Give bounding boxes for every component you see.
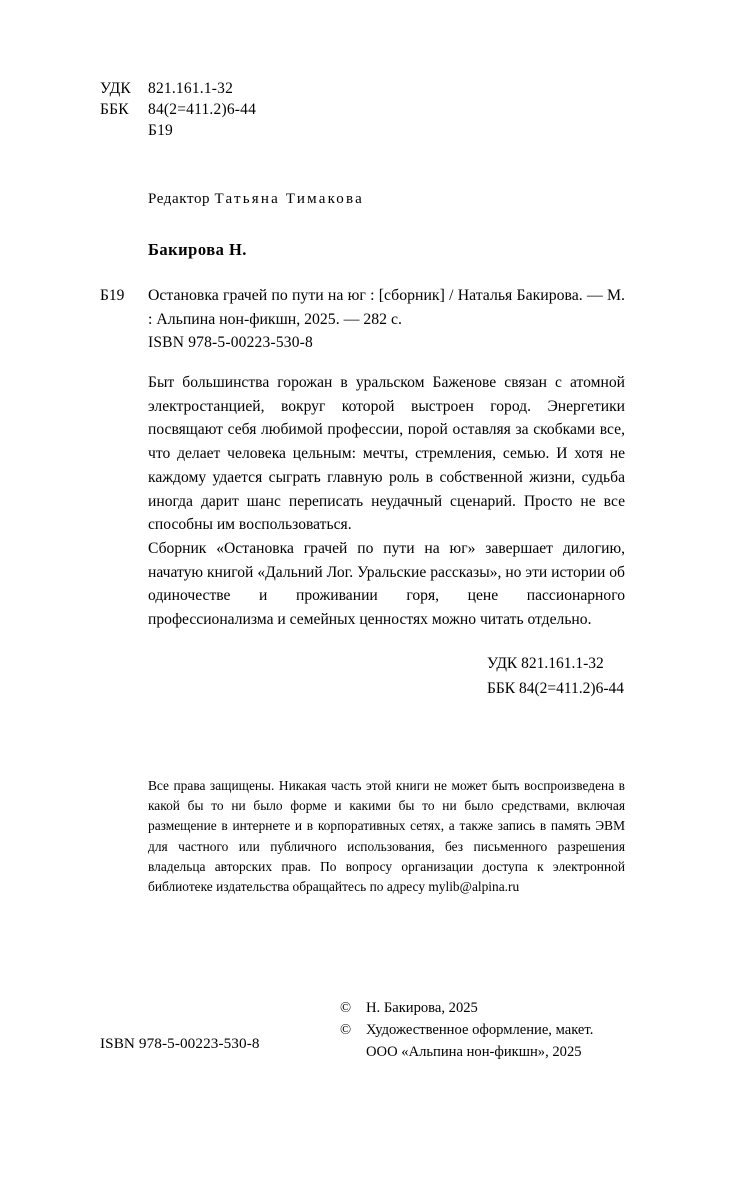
bbk-row (100, 99, 256, 120)
editor-name: Татьяна Тимакова (214, 191, 364, 207)
copyright-spacer (340, 1041, 366, 1063)
annotation-paragraph: Быт большинства горожан в уральском Баженове связан с атомной электростанцией, вокруг которой выстроен город. Энергетики посвящают себя любимой профессии, порой оставляя за скобками все, что делает человека цельным: мечты, стремления, семью. И хотя не каждому удается сыграть главную роль в собственной жизни, судьба иногда дарит шанс переписать неудачный сценарий. Просто не все способны им воспользоваться. (148, 374, 625, 534)
author-name: Бакирова Н. (148, 240, 247, 259)
biblio-shelf-code: Б19 (100, 287, 125, 304)
copyright-row (340, 1019, 593, 1041)
bbk-value: 84(2=411.2)6-44 (148, 101, 257, 118)
copyright-icon: © (340, 1022, 352, 1038)
bibliographic-description (100, 284, 625, 331)
bbk-label: ББК (100, 101, 129, 118)
classification-bottom (487, 651, 624, 701)
editor-label: Редактор (148, 191, 211, 207)
copyright-text: ООО «Альпина нон-фикшн», 2025 (366, 1044, 582, 1060)
biblio-row (100, 284, 625, 331)
udk-row (100, 78, 256, 99)
rights-notice: Все права защищены. Никакая часть этой книги не может быть воспроизведена в какой бы то ни было форме и какими бы то ни было средствами, включая размещение в интернете и в корпоративных сетях, а также запись в память ЭВМ для частного или публичного использования, без письменного разрешения владельца авторских прав. По вопросу организации доступа к электронной библиотеке издательства обращайтесь по адресу mylib@alpina.ru (148, 778, 625, 895)
bbk-bottom-row: ББК 84(2=411.2)6-44 (486, 680, 624, 697)
shelf-code-value: Б19 (148, 122, 174, 139)
isbn-top: ISBN 978-5-00223-530-8 (148, 334, 313, 351)
udk-value: 821.161.1-32 (148, 80, 234, 97)
copyright-icon: © (340, 1000, 352, 1016)
classification-top (100, 78, 256, 141)
copyright-text: Н. Бакирова, 2025 (366, 1000, 478, 1016)
copyright-row (340, 997, 593, 1019)
annotation (148, 371, 625, 632)
editor-line (148, 191, 364, 208)
udk-label: УДК (100, 80, 131, 97)
isbn-bottom: ISBN 978-5-00223-530-8 (100, 1035, 260, 1052)
biblio-text: Остановка грачей по пути на юг : [сборник] / Наталья Бакирова. — М. : Альпина нон-фикшн, 2025. — 282 с. (148, 287, 625, 328)
annotation-paragraph: Сборник «Остановка грачей по пути на юг» завершает дилогию, начатую книгой «Дальний Лог. Уральские рассказы», но эти истории об одиночестве и проживании горя, цене пассионарного профессионализма и семейных ценностях можно читать отдельно. (148, 539, 625, 629)
shelf-code-row (100, 120, 256, 141)
copyright-text: Художественное оформление, макет. (366, 1022, 594, 1038)
udk-bottom-row: УДК 821.161.1-32 (486, 655, 604, 672)
copyright-block (340, 997, 593, 1063)
copyright-row (340, 1041, 593, 1063)
